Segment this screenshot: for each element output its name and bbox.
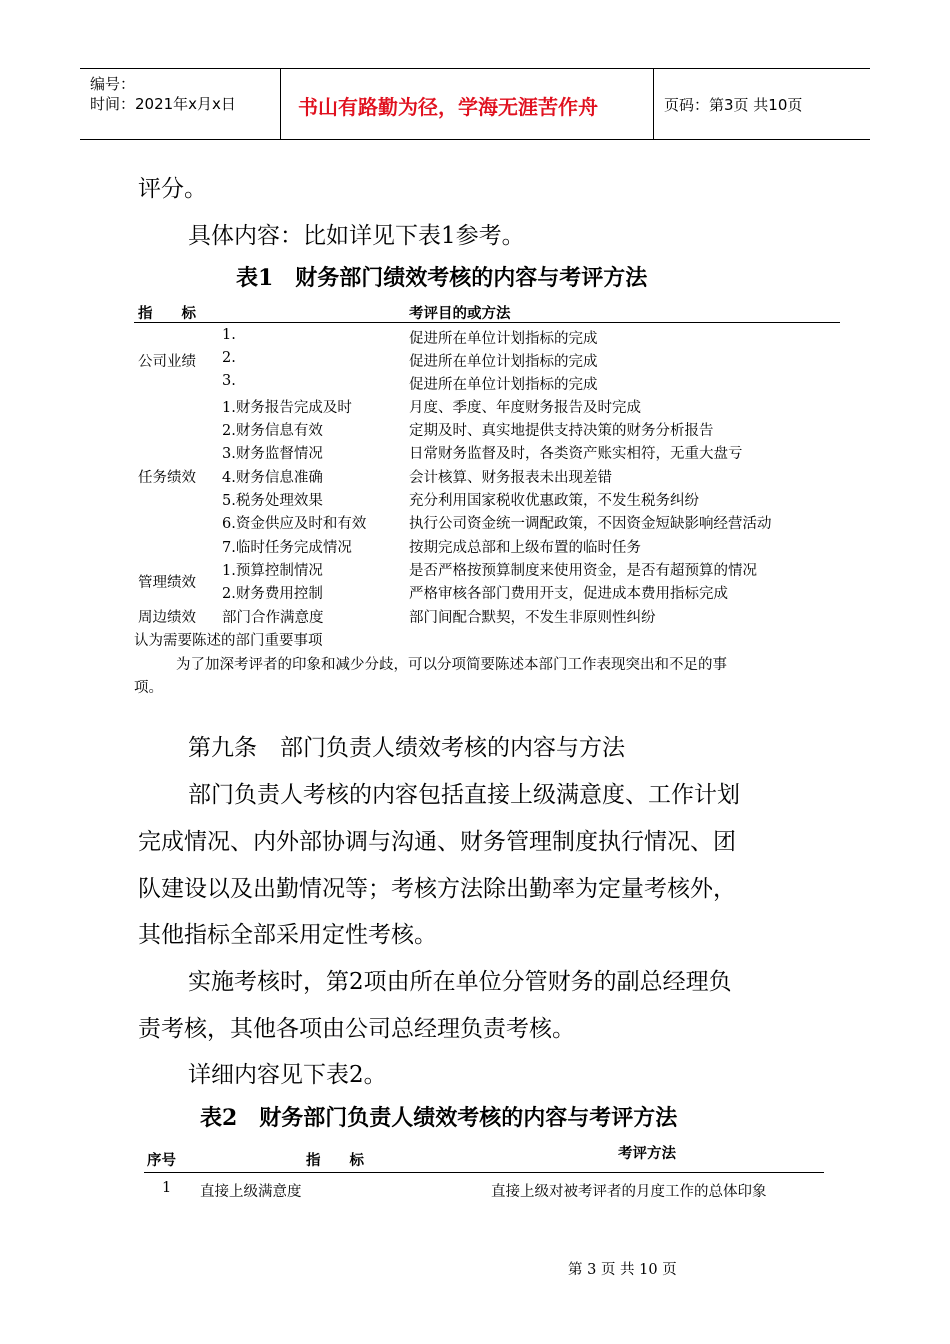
table1-row-item: 2.财务信息有效 (222, 423, 323, 439)
table1-col-method: 考评目的或方法 (409, 306, 511, 322)
table1-row-method: 是否严格按预算制度来使用资金，是否有超预算的情况 (409, 563, 757, 579)
table1-title: 表1 财务部门绩效考核的内容与考评方法 (236, 265, 648, 291)
table2-title: 表2 财务部门负责人绩效考核的内容与考评方法 (200, 1105, 678, 1131)
table1-row-item: 2.财务费用控制 (222, 586, 323, 602)
header-motto: 书山有路勤为径，学海无涯苦作舟 (298, 95, 598, 119)
table1-group-company: 公司业绩 (138, 354, 196, 370)
table1-row-method: 促进所在单位计划指标的完成 (409, 377, 598, 393)
header-divider (280, 69, 281, 139)
article9-paragraph-line: 实施考核时，第2项由所在单位分管财务的副总经理负 (188, 969, 732, 995)
table1-row-method: 定期及时、真实地提供支持决策的财务分析报告 (409, 423, 714, 439)
table1-row-item: 2. (222, 350, 236, 366)
table2-col-indicator: 指 标 (306, 1153, 364, 1169)
table1-row-item: 5.税务处理效果 (222, 493, 323, 509)
article9-paragraph-line: 责考核，其他各项由公司总经理负责考核。 (138, 1016, 575, 1042)
table1-row-method: 按期完成总部和上级布置的临时任务 (409, 540, 641, 556)
table1-row-method: 执行公司资金统一调配政策，不因资金短缺影响经营活动 (409, 516, 772, 532)
table1-row-method: 严格审核各部门费用开支，促进成本费用指标完成 (409, 586, 728, 602)
table1-row-item: 4.财务信息准确 (222, 470, 323, 486)
table1-group-manage: 管理绩效 (138, 575, 196, 591)
table2-row-method: 直接上级对被考评者的月度工作的总体印象 (491, 1184, 767, 1200)
table1-row-method: 部门间配合默契，不发生非原则性纠纷 (409, 610, 656, 626)
table1-row-item: 1. (222, 327, 236, 343)
table1-note-line-1: 为了加深考评者的印象和减少分歧，可以分项简要陈述本部门工作表现突出和不足的事 (176, 657, 727, 673)
table1-header-rule (134, 322, 840, 323)
table1-note-line-2: 项。 (134, 680, 163, 696)
table1-row-item: 1.预算控制情况 (222, 563, 323, 579)
table1-row-method: 会计核算、财务报表未出现差错 (409, 470, 612, 486)
table2-col-method: 考评方法 (618, 1146, 676, 1162)
table1-row-method: 月度、季度、年度财务报告及时完成 (409, 400, 641, 416)
article9-paragraph-line: 详细内容见下表2。 (188, 1062, 387, 1088)
table1-row-method: 促进所在单位计划指标的完成 (409, 331, 598, 347)
article9-heading: 第九条 部门负责人绩效考核的内容与方法 (188, 735, 625, 761)
article9-paragraph-line: 完成情况、内外部协调与沟通、财务管理制度执行情况、团 (138, 829, 736, 855)
table2-col-no: 序号 (147, 1153, 176, 1169)
article9-paragraph-line: 队建设以及出勤情况等；考核方法除出勤率为定量考核外， (138, 876, 736, 902)
page-footer: 第 3 页 共 10 页 (568, 1262, 677, 1278)
table1-row-method: 促进所在单位计划指标的完成 (409, 354, 598, 370)
table1-group-task: 任务绩效 (138, 470, 196, 486)
table1-row-item: 部门合作满意度 (222, 610, 324, 626)
table1-note-title: 认为需要陈述的部门重要事项 (134, 633, 323, 649)
header-divider (653, 69, 654, 139)
table1-group-around: 周边绩效 (138, 610, 196, 626)
header-time-label: 时间：2021年x月x日 (90, 95, 236, 113)
table1-row-method: 充分利用国家税收优惠政策，不发生税务纠纷 (409, 493, 699, 509)
table2-row-item: 直接上级满意度 (200, 1184, 302, 1200)
table1-row-item: 7.临时任务完成情况 (222, 540, 352, 556)
table1-row-item: 3. (222, 373, 236, 389)
table1-col-indicator: 指 标 (138, 306, 196, 322)
intro-line-1: 评分。 (138, 176, 207, 202)
header-page-label: 页码：第3页 共10页 (664, 96, 803, 114)
header-code-label: 编号： (90, 75, 136, 93)
table2-header-rule (144, 1172, 824, 1173)
intro-line-2: 具体内容：比如详见下表1参考。 (188, 223, 525, 249)
table2-row-no: 1 (162, 1180, 172, 1196)
page-header (80, 68, 870, 140)
table1-row-method: 日常财务监督及时，各类资产账实相符，无重大盘亏 (409, 446, 743, 462)
table1-row-item: 3.财务监督情况 (222, 446, 323, 462)
article9-paragraph-line: 部门负责人考核的内容包括直接上级满意度、工作计划 (188, 782, 740, 808)
table1-row-item: 1.财务报告完成及时 (222, 400, 352, 416)
table1-row-item: 6.资金供应及时和有效 (222, 516, 367, 532)
article9-paragraph-line: 其他指标全部采用定性考核。 (138, 922, 437, 948)
